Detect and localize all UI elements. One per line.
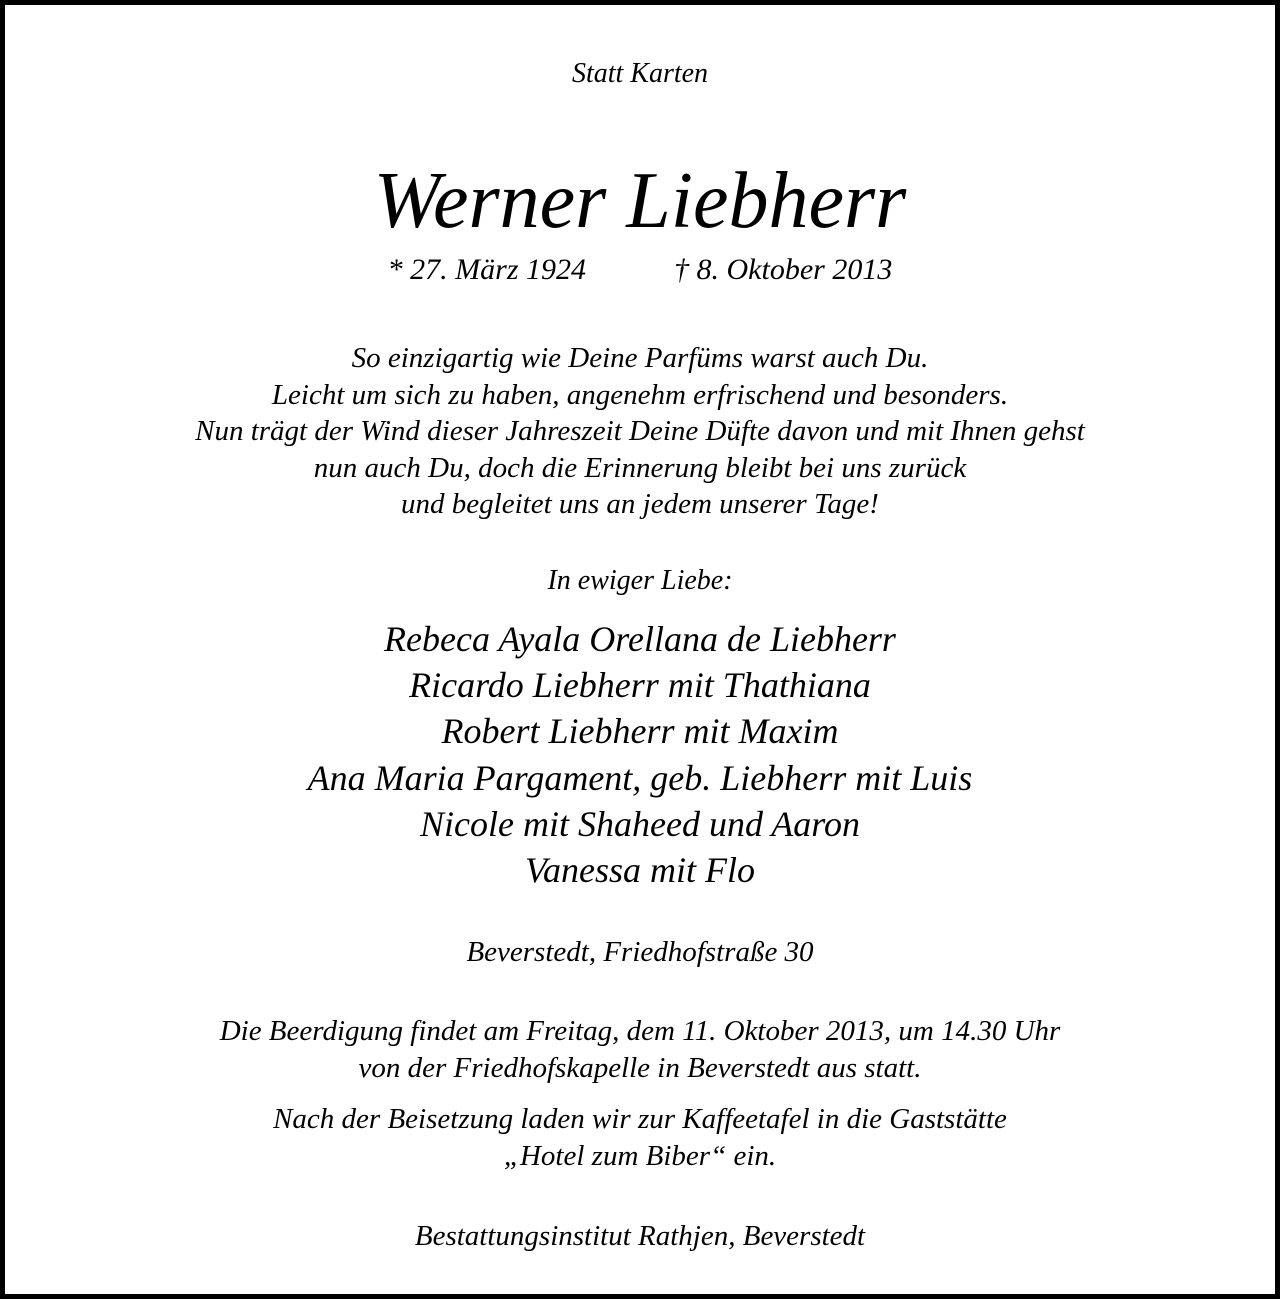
mourner-name: Robert Liebherr mit Maxim [441,711,839,752]
birth-date: * 27. März 1924 [387,253,587,286]
reception-info [5,1101,1275,1175]
death-date: † 8. Oktober 2013 [674,253,893,286]
poem-line: und begleitet uns an jedem unserer Tage! [401,488,879,520]
reception-line: „Hotel zum Biber“ ein. [503,1140,777,1172]
life-dates [5,251,1275,289]
mourner-name: Ana Maria Pargament, geb. Liebherr mit Luis [307,757,973,798]
poem-line: Leicht um sich zu haben, angenehm erfrischend und besonders. [271,378,1009,411]
poem [5,340,1275,523]
mourner-name: Vanessa mit Flo [525,850,755,891]
mourner-name: Nicole mit Shaheed und Aaron [420,803,860,844]
mourners-list [5,616,1275,893]
poem-line: Nun trägt der Wind dieser Jahreszeit Deine Düfte davon und mit Ihnen gehst [195,415,1085,447]
reception-line: Nach der Beisetzung laden wir zur Kaffeetafel in die Gaststätte [273,1103,1007,1135]
address-text: Beverstedt, Friedhofstraße 30 [466,936,814,968]
mourner-name: Rebeca Ayala Orellana de Liebherr [384,619,896,659]
funeral-info [5,1013,1275,1087]
deceased-name: Werner Liebherr [373,157,907,245]
header-text: Statt Karten [571,58,709,89]
undertaker-text: Bestattungsinstitut Rathjen, Beverstedt [414,1220,866,1252]
funeral-line: Die Beerdigung findet am Freitag, dem 11. Oktober 2013, um 14.30 Uhr [219,1015,1061,1047]
funeral-line: von der Friedhofskapelle in Beverstedt aus statt. [358,1052,922,1084]
poem-line: So einzigartig wie Deine Parfüms warst auch Du. [351,342,929,374]
greeting-text: In ewiger Liebe: [547,565,733,596]
mourner-name: Ricardo Liebherr mit Thathiana [409,665,871,706]
poem-line: nun auch Du, doch die Erinnerung bleibt bei uns zurück [313,451,967,484]
